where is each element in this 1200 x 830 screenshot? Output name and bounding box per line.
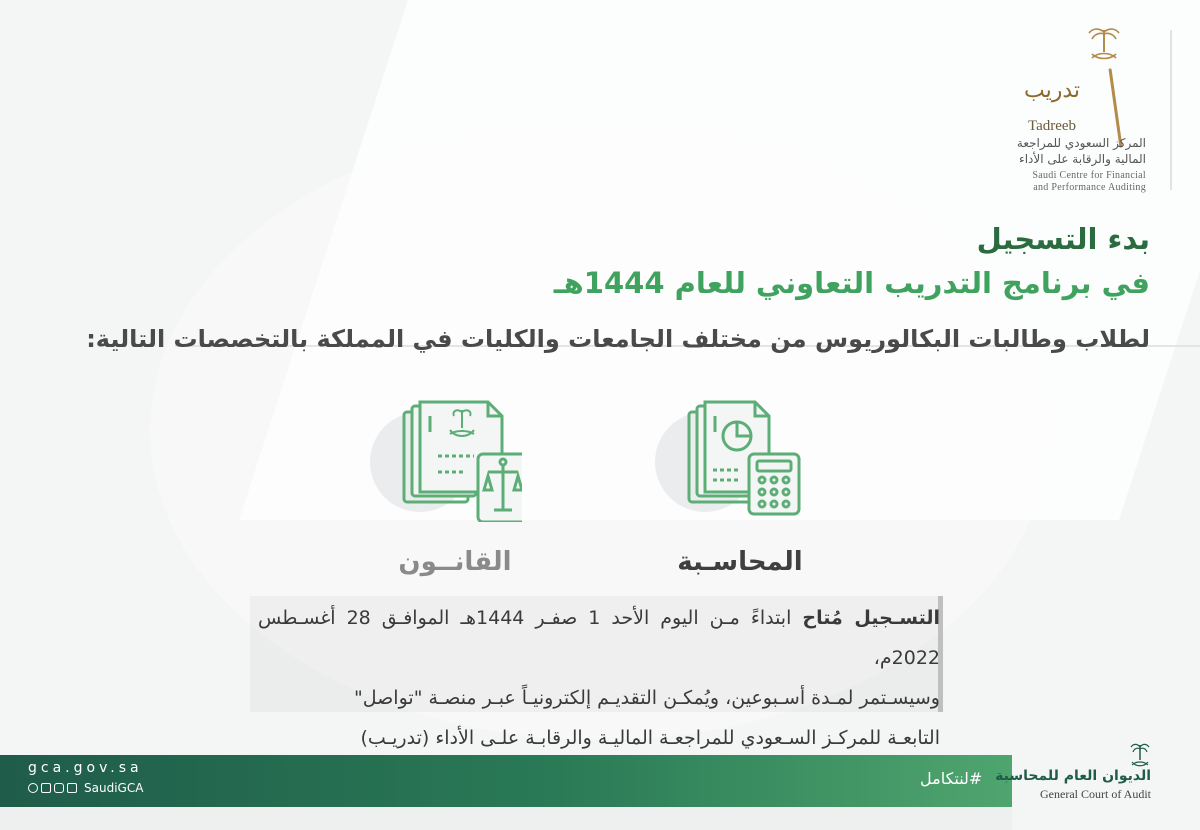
gca-logo	[975, 742, 1155, 806]
specialty-law	[370, 392, 540, 592]
logo-arabic-org-line2: المالية والرقابة على الأداء	[1019, 152, 1146, 166]
logo-divider	[1170, 30, 1172, 190]
tadreeb-logo	[998, 22, 1148, 194]
announcement-line-1	[258, 598, 940, 678]
footer-strip	[0, 807, 1012, 830]
announcement-line-2: وسيسـتمر لمـدة أسـبوعين، ويُمكـن التقديـم إلكترونيـاً عبـر منصـة "تواصل"	[354, 687, 940, 709]
announcement-bold-lead: التسـجيل مُتاح	[802, 607, 940, 629]
logo-arabic-name: تدريب	[1023, 78, 1081, 103]
subtitle-audience: لطلاب وطالبات البكالوريوس من مختلف الجامعات والكليات في المملكة بالتخصصات التالية:	[86, 325, 1150, 353]
announcement-text	[258, 598, 940, 758]
social-handle[interactable]: SaudiGCA	[84, 781, 144, 795]
logo-english-org-line1: Saudi Centre for Financial	[1032, 170, 1146, 181]
specialty-law-label: القانــون	[398, 547, 512, 577]
palm-swords-icon	[1084, 24, 1124, 64]
logo-english-name: Tadreeb	[1027, 118, 1077, 134]
headline-registration-start: بدء التسجيل	[976, 222, 1150, 256]
announcement-line-1-rest: ابتداءً مـن اليوم الأحد 1 صفـر 1444هـ الموافـق 28 أغسـطس 2022م،	[258, 607, 940, 669]
gca-arabic-name: الديوان العام للمحاسبة	[995, 768, 1151, 784]
facebook-icon[interactable]	[41, 783, 51, 793]
headline-program: في برنامج التدريب التعاوني للعام 1444هـ	[553, 266, 1150, 300]
instagram-icon[interactable]	[54, 783, 64, 793]
logo-english-org-line2: and Performance Auditing	[1033, 182, 1146, 193]
hashtag: #لنتكامل	[920, 769, 983, 788]
law-scales-icon	[392, 392, 522, 522]
footer-bar	[0, 755, 1012, 807]
linkedin-icon[interactable]	[67, 783, 77, 793]
social-links	[28, 781, 143, 795]
logo-arabic-org-line1: المركز السعودي للمراجعة	[1016, 136, 1146, 150]
website-link[interactable]: gca.gov.sa	[28, 760, 143, 776]
specialty-accounting-label: المحاسـبة	[677, 547, 803, 577]
twitter-icon[interactable]	[28, 783, 38, 793]
announcement-line-3: التابعـة للمركـز السـعودي للمراجعـة الماليـة والرقابـة علـى الأداء (تدريـب)	[360, 727, 940, 749]
gca-english-name: General Court of Audit	[1040, 787, 1151, 801]
gca-palm-swords-icon	[1129, 742, 1151, 768]
accounting-calculator-icon	[677, 392, 807, 522]
specialty-accounting	[655, 392, 825, 592]
